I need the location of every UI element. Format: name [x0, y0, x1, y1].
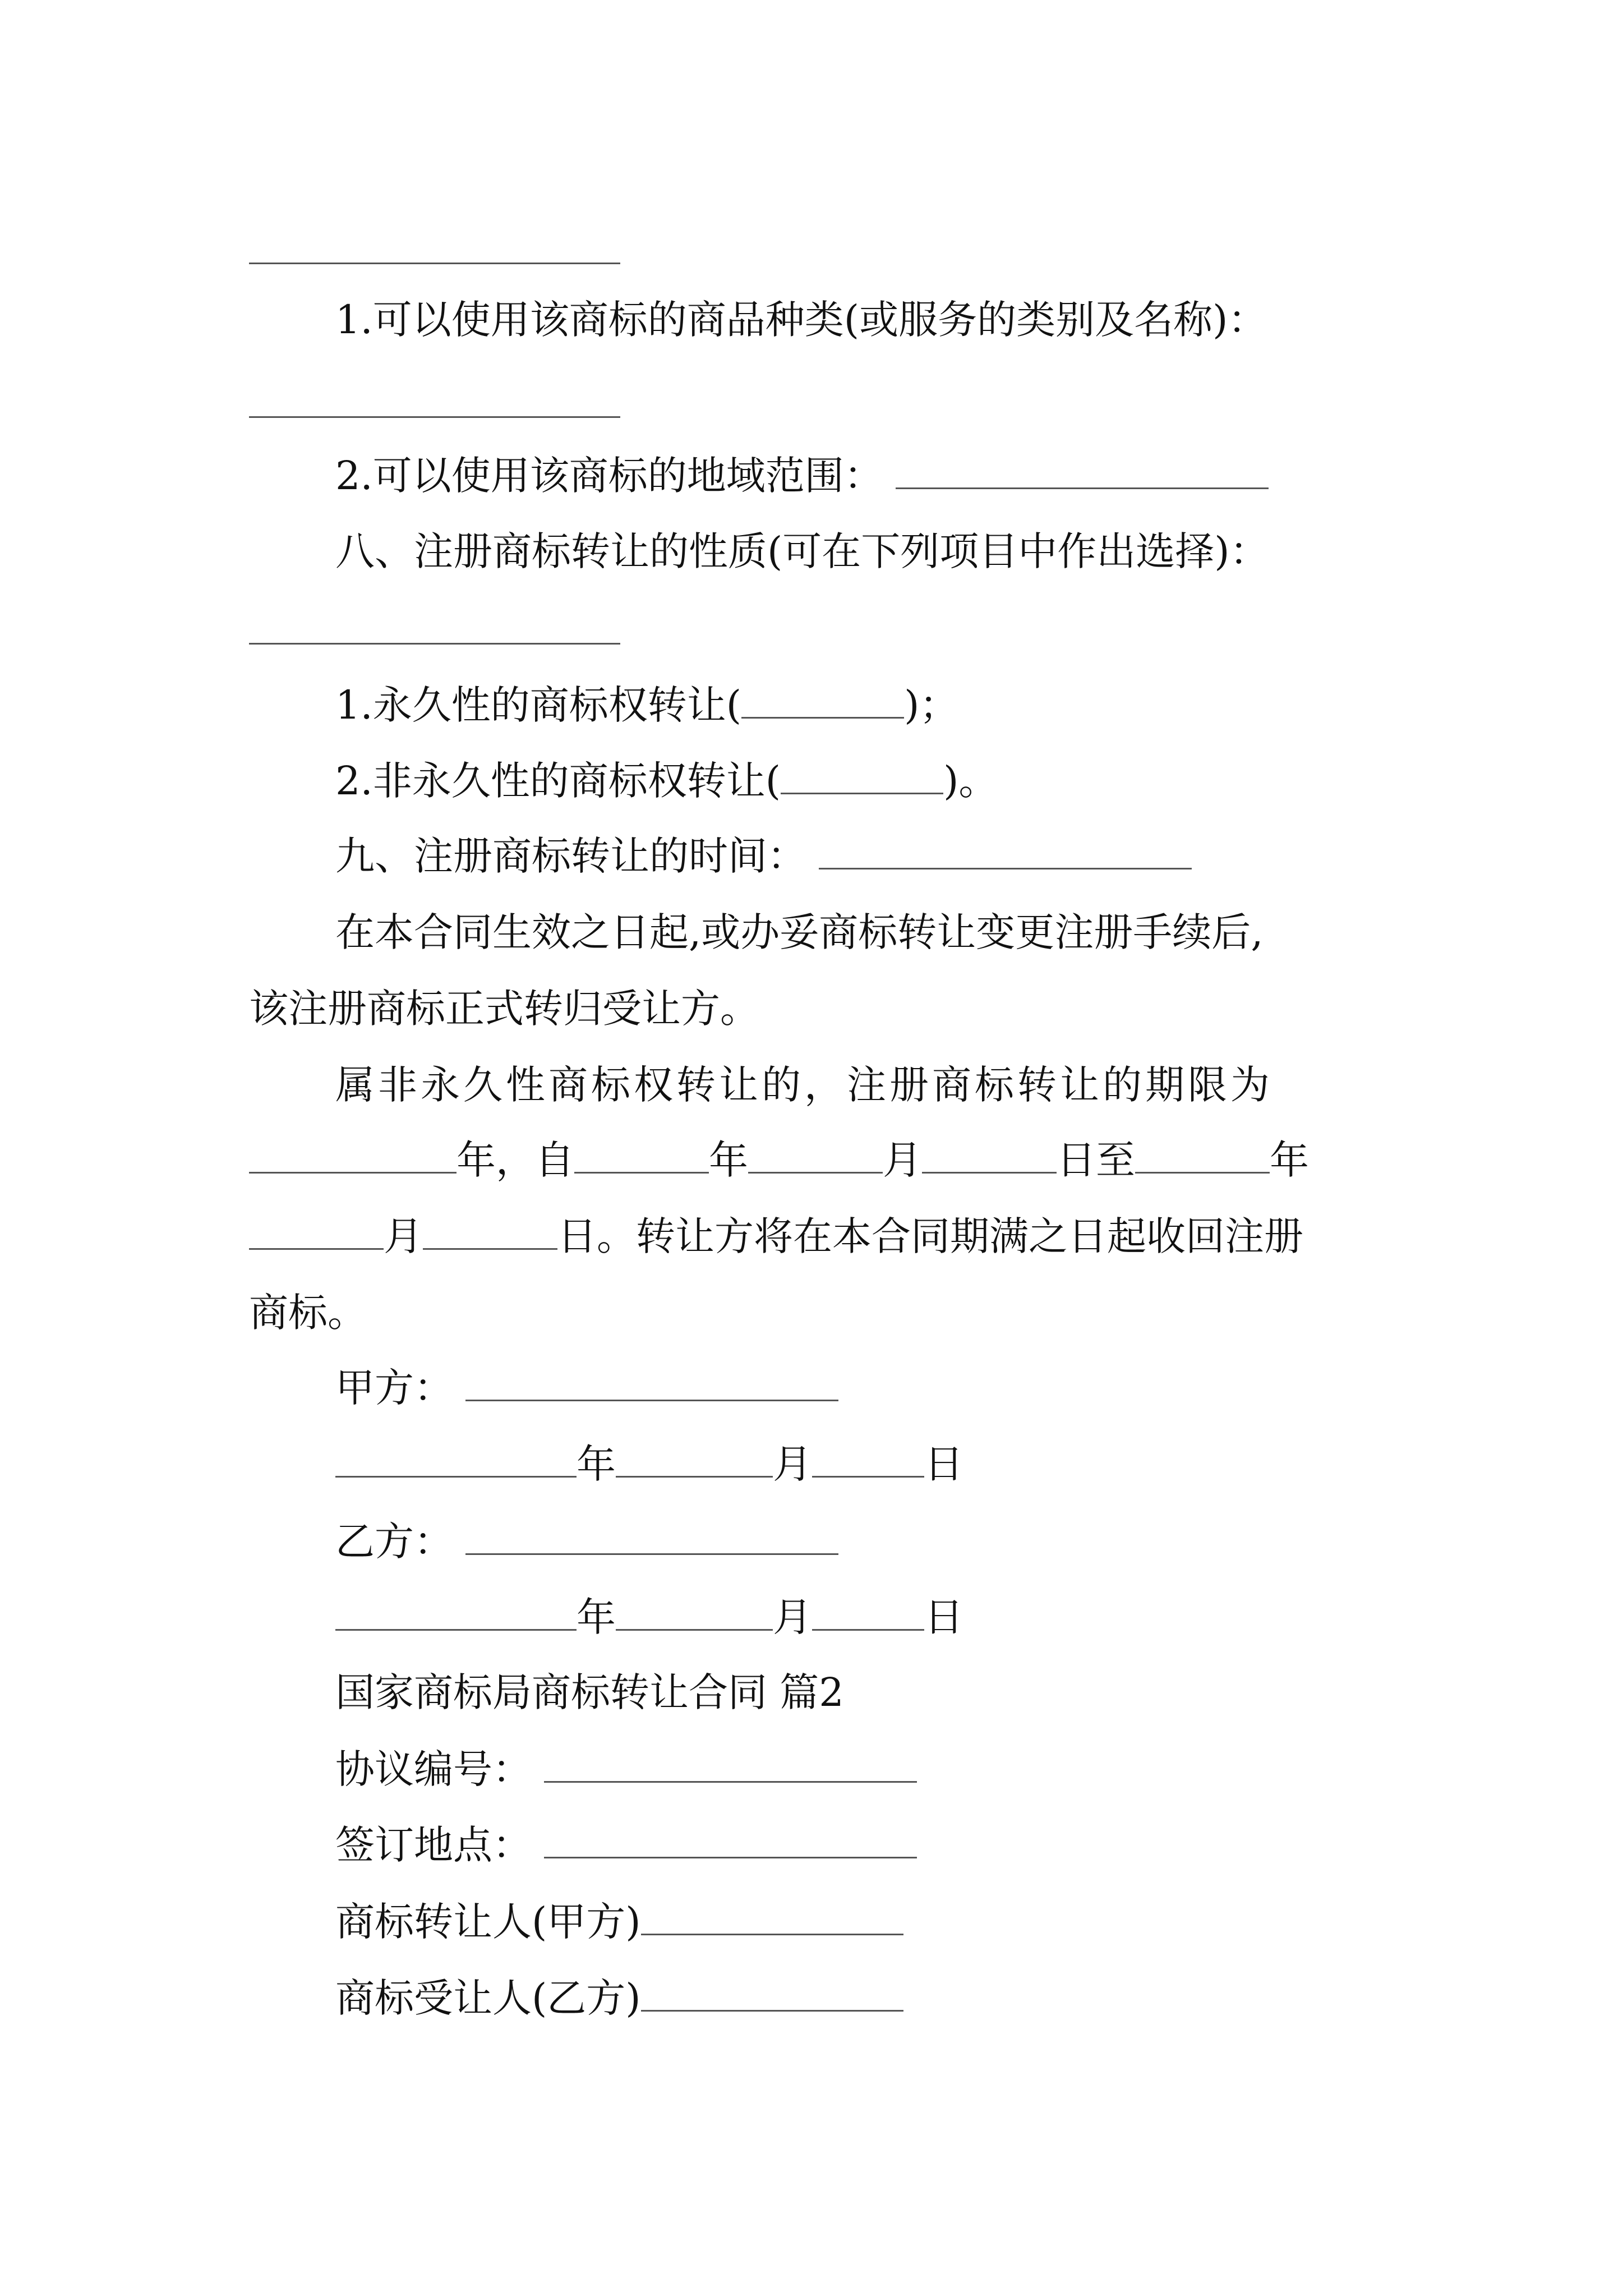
party-b-year-label: 年	[577, 1594, 616, 1640]
agreement-number-label: 协议编号：	[335, 1746, 532, 1792]
party-a-year-label: 年	[577, 1441, 616, 1487]
party-b-month-blank[interactable]	[616, 1594, 773, 1631]
nonpermanent-transfer-label: 2.非永久性的商标权转让(	[335, 758, 781, 804]
party-b-label: 乙方：	[335, 1519, 453, 1565]
transferor-blank[interactable]	[641, 1899, 903, 1935]
party-a-signature	[335, 1360, 838, 1416]
territory-blank[interactable]	[896, 453, 1269, 489]
agreement-number-row	[335, 1741, 917, 1797]
party-b-day-label: 日	[924, 1594, 963, 1640]
sign-place-label: 签订地点：	[335, 1822, 532, 1868]
party-b-day-blank[interactable]	[812, 1594, 924, 1631]
goods-category-label: 1.可以使用该商标的商品种类(或服务的类别及名称)：	[335, 297, 1267, 343]
nonpermanent-transfer-close: )。	[943, 758, 998, 804]
party-a-day-label: 日	[924, 1441, 963, 1487]
party-a-date	[335, 1436, 963, 1492]
end-year-label: 年	[1270, 1137, 1309, 1183]
clause-7-item-2	[335, 448, 1269, 504]
clause-9-heading	[335, 828, 1192, 884]
transferee-label: 商标受让人(乙方)	[335, 1975, 641, 2021]
transferee-row	[335, 1970, 903, 2026]
paragraph-term-line-1	[335, 1057, 1273, 1113]
end-day-blank[interactable]	[423, 1213, 557, 1250]
transfer-time-blank[interactable]	[819, 833, 1192, 869]
start-year-label: 年	[709, 1137, 748, 1183]
party-b-year-blank[interactable]	[335, 1594, 577, 1631]
paragraph-term-line-4	[249, 1285, 367, 1341]
nonpermanent-transfer-blank[interactable]	[781, 758, 943, 794]
party-a-blank[interactable]	[465, 1365, 838, 1401]
transferor-label: 商标转让人(甲方)	[335, 1899, 641, 1945]
party-b-blank[interactable]	[465, 1519, 838, 1555]
paragraph-effective-line-1	[335, 904, 1264, 960]
transferor-row	[335, 1894, 903, 1950]
party-b-month-label: 月	[773, 1594, 812, 1640]
clause-8-heading	[335, 523, 1269, 579]
end-month-label: 月	[384, 1213, 423, 1259]
party-b-signature	[335, 1513, 838, 1570]
agreement-number-blank[interactable]	[544, 1746, 917, 1783]
clause-8-item-1	[335, 677, 958, 733]
clause-7-item-1	[335, 292, 1267, 348]
contract-title: 国家商标局商标转让合同 篇2	[335, 1669, 844, 1715]
party-a-label: 甲方：	[335, 1365, 453, 1411]
term-text-3: 日。转让方将在本合同期满之日起收回注册	[557, 1213, 1303, 1259]
party-a-month-blank[interactable]	[616, 1441, 773, 1478]
transfer-nature-label: 八、注册商标转让的性质(可在下列项目中作出选择)：	[335, 528, 1269, 574]
effective-text-2: 该注册商标正式转归受让方。	[249, 986, 759, 1032]
end-month-blank[interactable]	[249, 1213, 384, 1250]
paragraph-effective-line-2	[249, 981, 759, 1037]
permanent-transfer-close: )；	[904, 682, 959, 728]
permanent-transfer-label: 1.永久性的商标权转让(	[335, 682, 742, 728]
term-years-label: 年，自	[457, 1137, 574, 1183]
permanent-transfer-blank[interactable]	[741, 682, 904, 719]
effective-text-1: 在本合同生效之日起,或办妥商标转让变更注册手续后,	[335, 909, 1264, 955]
territory-label: 2.可以使用该商标的地域范围：	[335, 453, 883, 499]
sign-place-row	[335, 1817, 917, 1873]
start-year-blank[interactable]	[574, 1137, 709, 1174]
party-a-year-blank[interactable]	[335, 1441, 577, 1478]
transferee-blank[interactable]	[641, 1975, 903, 2012]
start-month-blank[interactable]	[748, 1137, 883, 1174]
paragraph-term-line-2	[249, 1132, 1309, 1188]
party-a-day-blank[interactable]	[812, 1441, 924, 1478]
sign-place-blank[interactable]	[544, 1822, 917, 1858]
section-title-2	[335, 1664, 844, 1720]
goods-category-blank[interactable]	[249, 416, 620, 418]
transfer-nature-blank[interactable]	[249, 643, 620, 645]
paragraph-term-line-3	[249, 1208, 1303, 1264]
start-day-label: 日至	[1057, 1137, 1135, 1183]
clause-8-item-2	[335, 753, 998, 809]
party-b-date	[335, 1589, 963, 1645]
end-year-blank[interactable]	[1135, 1137, 1270, 1174]
party-a-month-label: 月	[773, 1441, 812, 1487]
term-text-1: 属非永久性商标权转让的，注册商标转让的期限为	[335, 1062, 1273, 1108]
start-day-blank[interactable]	[922, 1137, 1057, 1174]
transfer-time-label: 九、注册商标转让的时间：	[335, 833, 806, 879]
blank-line-top	[249, 263, 620, 264]
term-text-4: 商标。	[249, 1290, 367, 1336]
start-month-label: 月	[883, 1137, 922, 1183]
term-years-blank[interactable]	[249, 1137, 457, 1174]
